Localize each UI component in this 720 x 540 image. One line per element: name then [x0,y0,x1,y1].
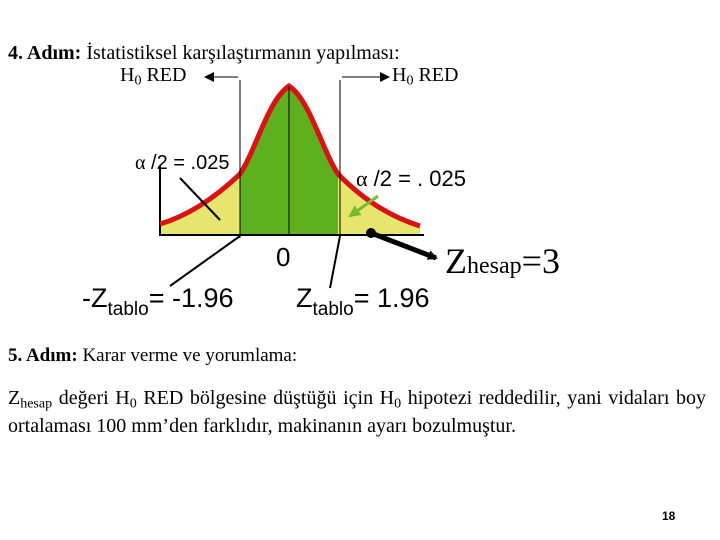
step5-text: Karar verme ve yorumlama: [77,345,298,366]
page-number: 18 [662,509,676,523]
alpha-right-value: /2 = . 025 [367,166,466,191]
ztablo-positive-label [296,283,430,320]
step5-heading [8,345,297,367]
zhesap-value: =3 [521,241,560,281]
h-subscript: 0 [394,396,402,412]
z-subscript: tablo [107,299,149,320]
red-text: RED [141,64,187,86]
z-subscript: hesap [20,396,53,412]
z-symbol: Z [8,387,21,409]
h-symbol: H [392,64,407,86]
ztablo-positive-value: = 1.96 [353,283,430,313]
conclusion-paragraph [8,384,706,440]
step5-label: 5. Adım: [8,345,78,366]
z-symbol: Z [445,241,467,281]
step4-label: 4. Adım: [8,42,82,64]
ztablo-negative-value: = -1.96 [148,283,234,313]
alpha-left-label [135,152,229,175]
alpha-symbol: α [356,166,368,191]
h-subscript: 0 [129,396,137,412]
zhesap-label [445,240,560,282]
zhesap-arrow [371,233,436,258]
ztablo-negative-label [82,283,234,320]
h-symbol: H [120,64,135,86]
z-symbol: Z [296,283,313,313]
alpha-symbol: α [135,152,146,174]
conclusion-text-2: RED bölgesine düştüğü için H [136,387,395,409]
z-symbol: -Z [82,283,108,313]
ztablo-pos-pointer [330,236,340,288]
red-text: RED [413,64,459,86]
alpha-right-label [356,166,466,192]
step4-text: İstatistiksel karşılaştırmanın yapılması: [81,42,400,64]
alpha-left-value: /2 = .025 [145,152,230,174]
conclusion-text-3: hipotezi reddedilir, yani vidaları boy ortalaması 100 mm’den farklıdır, makinanın ayarı bozulmuştur. [8,387,706,437]
z-subscript: tablo [312,299,354,320]
conclusion-text-1: değeri H [52,387,130,409]
h-subscript: 0 [406,73,414,89]
h-subscript: 0 [134,73,142,89]
axis-zero-label: 0 [276,242,291,272]
z-subscript: hesap [467,253,522,279]
ztablo-neg-pointer [170,236,240,286]
